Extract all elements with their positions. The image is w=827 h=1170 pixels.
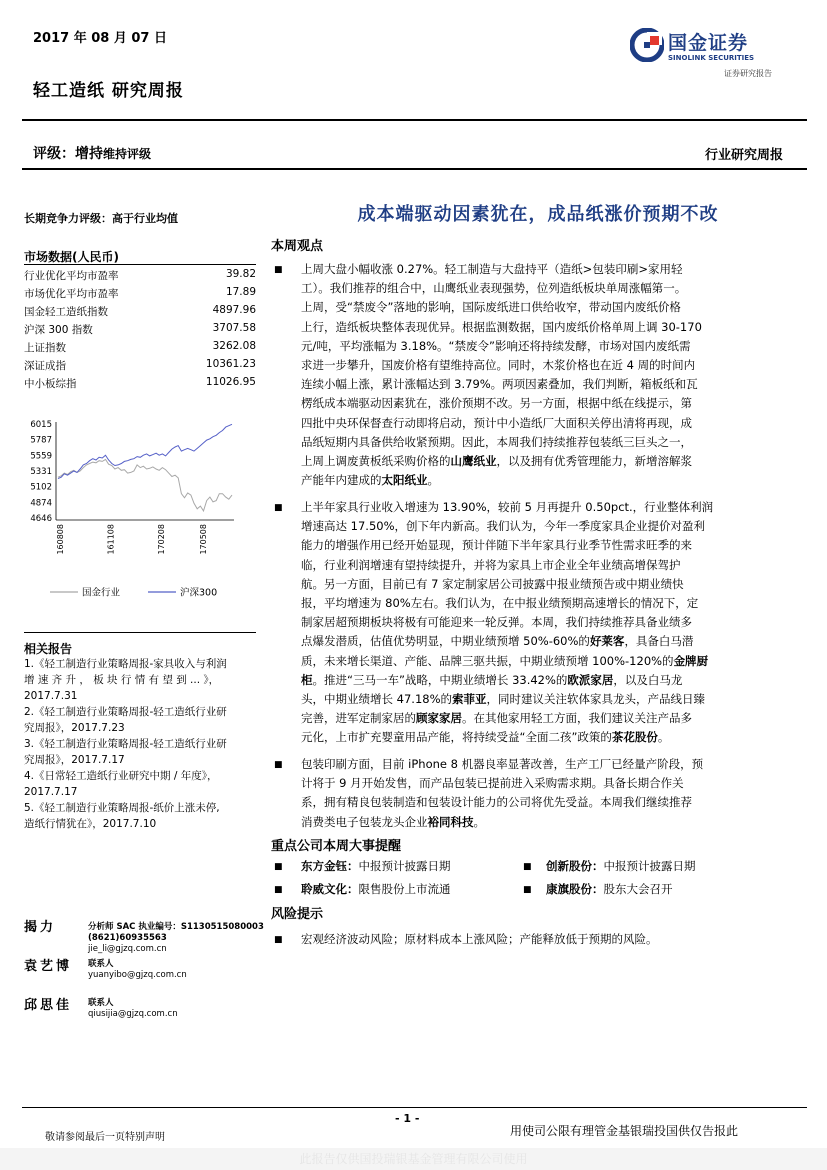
market-data-title: 市场数据(人民币) <box>24 250 119 264</box>
section-title-events: 重点公司本周大事提醒 <box>271 839 402 854</box>
para-line <box>301 813 807 832</box>
event-company: 创新股份： <box>546 859 604 873</box>
bullet-icon: ■ <box>523 862 532 872</box>
related-report-line: 增 速 齐 升 ， 板 块 行 情 有 望 到 ... 》， <box>24 674 220 686</box>
related-report-line: 2.《轻工制造行业策略周报-轻工造纸行业研 <box>24 706 227 718</box>
related-report-line: 4.《日常轻工造纸行业研究中期 / 年度》， <box>24 770 218 782</box>
market-row <box>24 322 256 337</box>
event-desc: 限售股份上市流通 <box>358 882 451 896</box>
para-line <box>301 452 807 471</box>
y-tick-label: 5559 <box>30 451 52 462</box>
paragraph-furniture <box>301 498 807 748</box>
para-line <box>301 652 807 671</box>
company-highlight: 山鹰纸业 <box>450 454 497 469</box>
para-line <box>301 632 807 651</box>
text-run: 产能年内建成的 <box>301 473 382 488</box>
rating <box>33 143 151 163</box>
text-run: 完善，进军定制家居的 <box>301 711 416 726</box>
sinolink-logo <box>630 26 800 86</box>
para-line: 增速高达 17.50%，创下年内新高。我们认为，今年一季度家具企业提价对盈利 <box>301 519 706 534</box>
long-term-rating: 长期竞争力评级：高于行业均值 <box>24 212 178 225</box>
bullet-icon: ■ <box>274 935 283 945</box>
text-run: 点爆发潜质，估值优势明显，中期业绩预增 50%-60%的 <box>301 634 590 649</box>
event-company: 聆威文化： <box>301 882 359 896</box>
para-line: 报，平均增速为 80%左右。我们认为，在中报业绩预期高速增长的情况下，定 <box>301 596 699 611</box>
text-run: ，以及白马龙 <box>613 672 683 687</box>
series-line <box>58 424 232 478</box>
para-line: 制家居超预期板块将极有可能迎来一轮反弹。本周，我们持续推荐具备业绩多 <box>301 615 692 630</box>
bullet-icon: ■ <box>274 503 283 513</box>
section-title-views: 本周观点 <box>271 239 324 254</box>
para-line <box>301 709 807 728</box>
x-tick-label: 170508 <box>198 524 208 555</box>
y-tick-label: 4874 <box>30 498 52 509</box>
footer-rule <box>22 1107 807 1108</box>
related-report-line: 造纸行情犹在》，2017.7.10 <box>24 818 157 830</box>
report-date: 2017 年 08 月 07 日 <box>33 31 167 46</box>
para-line: 临，行业利润增速有望持续提升，并将为家具上市企业全年业绩高增保驾护 <box>301 557 681 572</box>
company-highlight: 裕同科技 <box>427 814 474 829</box>
text-run: 。 <box>473 814 485 829</box>
y-tick-label: 5102 <box>30 482 52 493</box>
author-sac: 分析师 SAC 执业编号：S1130515080003 <box>88 922 264 932</box>
related-report-line: 2017.7.31 <box>24 690 78 702</box>
report-series-title: 轻工造纸 研究周报 <box>33 81 184 101</box>
bullet-icon: ■ <box>523 885 532 895</box>
x-tick-label: 170208 <box>156 524 166 555</box>
para-line: 上周大盘小幅收涨 0.27%。轻工制造与大盘持平（造纸>包装印刷>家用轻 <box>301 262 683 276</box>
related-report-line: 2017.7.17 <box>24 786 78 798</box>
event-company: 东方金钰： <box>301 859 359 873</box>
sinolink-emblem-icon <box>630 28 664 62</box>
market-label: 沪深 300 指数 <box>24 324 93 336</box>
market-value: 10361.23 <box>205 358 256 370</box>
text-run: 元化，上市扩充婴童用品产能，将持续受益“全面二孩”政策的 <box>301 730 612 745</box>
watermark: 此报告仅供国投瑞银基金管理有限公司使用 <box>0 1148 827 1170</box>
text-run: 。 <box>657 730 670 745</box>
related-report-line: 5.《轻工制造行业策略周报-纸价上涨未停, <box>24 802 220 814</box>
paragraph-packaging <box>301 755 807 832</box>
bullet-icon: ■ <box>274 760 283 770</box>
bullet-icon: ■ <box>274 265 283 275</box>
author-role: 联系人 <box>88 998 114 1008</box>
para-line: 上周，受“禁废令”落地的影响，国际废纸进口供给收窄，带动国内废纸价格 <box>301 300 681 315</box>
rating-note: 维持评级 <box>103 147 152 161</box>
para-line: 连续小幅上涨，累计涨幅达到 3.79%。两项因素叠加，我们判断，箱板纸和瓦 <box>301 377 698 392</box>
market-label: 行业优化平均市盈率 <box>24 270 119 282</box>
author-phone: (8621)60935563 <box>88 933 167 943</box>
y-tick-label: 5787 <box>30 435 52 446</box>
author-email: yuanyibo@gjzq.com.cn <box>88 970 187 980</box>
y-tick-label: 4646 <box>30 514 52 524</box>
company-highlight: 柜 <box>301 672 313 687</box>
market-row <box>24 304 256 319</box>
text-run: 。 <box>427 473 439 488</box>
para-line: 上行，造纸板块整体表现优异。根据监测数据，国内废纸价格单周上调 30-170 <box>301 319 702 334</box>
x-tick-label: 161108 <box>106 524 116 555</box>
author-role: 联系人 <box>88 959 114 969</box>
logo-subtitle: 证券研究报告 <box>724 69 772 78</box>
market-value: 11026.95 <box>205 376 256 388</box>
headline: 成本端驱动因素犹在，成品纸涨价预期不改 <box>357 204 719 225</box>
market-row <box>24 268 256 283</box>
event-company: 康旗股份： <box>546 882 604 896</box>
para-line <box>301 471 807 490</box>
text-run: ，同时建议关注软体家具龙头，产品线日臻 <box>486 692 706 707</box>
related-rule <box>24 632 256 633</box>
text-run: 。推进“三马一车”战略，中期业绩增长 33.42%的 <box>312 672 568 687</box>
paragraph-paper <box>301 260 807 490</box>
legend-label: 国金行业 <box>82 587 121 599</box>
author-info <box>88 998 178 1020</box>
para-line: 系，拥有精良包装制造和包装设计能力的公司将优先受益。本周我们继续推荐 <box>301 795 692 810</box>
y-tick-label: 5331 <box>30 466 52 477</box>
author-email: qiusijia@gjzq.com.cn <box>88 1009 178 1019</box>
market-row <box>24 340 256 355</box>
para-line: 上半年家具行业收入增速为 13.90%，较前 5 月再提升 0.50pct.，行业整体利润 <box>301 500 714 514</box>
para-line: 求进一步攀升，国废价格有望维持高位。同时，木浆价格也在近 4 周的时间内 <box>301 358 696 373</box>
market-row <box>24 376 256 391</box>
company-highlight: 索菲亚 <box>452 692 487 707</box>
rating-value: 增持 <box>75 146 103 162</box>
rating-prefix: 评级： <box>33 146 75 162</box>
event-desc: 中报预计披露日期 <box>603 859 696 873</box>
event-item <box>546 881 673 897</box>
related-report-line: 1.《轻工制造行业策略周报-家具收入与利润 <box>24 658 227 670</box>
para-line: 能力的增强作用已经开始显现，预计伴随下半年家具行业季节性需求旺季的来 <box>301 538 692 553</box>
para-line: 元/吨，平均涨幅为 3.18%。“禁废令”影响还将持续发酵，市场对国内废纸需 <box>301 338 691 353</box>
x-tick-label: 160808 <box>56 524 65 555</box>
header-divider-bottom <box>22 168 807 170</box>
market-row <box>24 358 256 373</box>
text-run: 。在其他家用轻工方面，我们建议关注产品多 <box>462 711 692 726</box>
text-run: ，以及拥有优秀管理能力，新增溶解浆 <box>496 454 692 469</box>
para-line <box>301 671 807 690</box>
text-run: 头，中期业绩增长 47.18%的 <box>301 692 453 707</box>
market-label: 市场优化平均市盈率 <box>24 288 119 300</box>
disclaimer-note: 敬请参阅最后一页特别声明 <box>45 1132 165 1143</box>
event-item <box>301 858 451 874</box>
page-number: - 1 - <box>395 1112 420 1125</box>
bullet-icon: ■ <box>274 885 283 895</box>
market-row <box>24 286 256 301</box>
index-trend-chart <box>22 410 252 610</box>
para-line: 品纸短期内具备供给收紧预期。因此，本周我们持续推荐包装纸三巨头之一， <box>301 434 692 449</box>
company-highlight: 茶花股份 <box>611 730 658 745</box>
author-name: 邱思佳 <box>24 998 73 1013</box>
series-line <box>58 459 232 511</box>
market-value: 39.82 <box>225 268 256 280</box>
text-run: 上周上调废黄板纸采购价格的 <box>301 454 451 469</box>
para-line <box>301 690 807 709</box>
company-highlight: 欧派家居 <box>567 672 614 687</box>
para-line: 包装印刷方面，目前 iPhone 8 机器良率显著改善，生产工厂已经量产阶段，预 <box>301 757 704 771</box>
para-line: 楞纸成本端驱动因素犹在，涨价预期不改。另一方面，根据中纸在线提示，第 <box>301 396 692 411</box>
logo-name-cn: 国金证券 <box>668 32 749 54</box>
risk-text: 宏观经济波动风险；原材料成本上涨风险；产能释放低于预期的风险。 <box>301 932 658 946</box>
y-tick-label: 6015 <box>30 420 52 430</box>
author-name: 揭力 <box>24 920 57 935</box>
event-item <box>301 881 451 897</box>
para-line: 航。另一方面，目前已有 7 家定制家居公司披露中报业绩预告或中期业绩快 <box>301 576 684 591</box>
company-highlight: 好莱客 <box>589 634 625 649</box>
market-value: 17.89 <box>225 286 256 298</box>
market-value: 4897.96 <box>212 304 256 316</box>
event-desc: 中报预计披露日期 <box>358 859 451 873</box>
section-title-risk: 风险提示 <box>271 907 324 922</box>
text-run: 消费类电子包装龙头企业 <box>301 814 428 829</box>
company-highlight: 金牌厨 <box>673 653 709 668</box>
company-highlight: 顾家家居 <box>416 711 462 726</box>
event-desc: 股东大会召开 <box>603 882 673 896</box>
report-type: 行业研究周报 <box>704 148 783 163</box>
author-info <box>88 959 187 981</box>
para-line <box>301 728 807 747</box>
market-value: 3707.58 <box>212 322 256 334</box>
para-line: 计将于 9 月开始发售，而产品包装已提前进入采购需求期。具备长期合作关 <box>301 776 684 791</box>
text-run: 质，未来增长渠道、产能、品牌三驱共振，中期业绩预增 100%-120%的 <box>301 653 674 668</box>
related-report-line: 究周报》，2017.7.23 <box>24 722 125 734</box>
market-value: 3262.08 <box>212 340 256 352</box>
para-line: 工）。我们推荐的组合中，山鹰纸业表现强势，位列造纸板块单周涨幅第一。 <box>301 281 687 296</box>
market-label: 深证成指 <box>24 360 66 372</box>
header-divider-top <box>22 119 807 121</box>
event-item <box>546 858 696 874</box>
author-name: 袁艺博 <box>24 959 73 974</box>
text-run: ，具备白马潜 <box>624 634 694 649</box>
legend-label: 沪深300 <box>180 587 218 599</box>
market-data-rule <box>24 264 256 265</box>
para-line: 四批中央环保督查行动即将启动，预计中小造纸厂大面积关停出清将再现，成 <box>301 415 692 430</box>
related-reports-title: 相关报告 <box>24 642 73 656</box>
company-highlight: 太阳纸业 <box>381 473 428 488</box>
related-report-line: 究周报》，2017.7.17 <box>24 754 125 766</box>
market-label: 中小板综指 <box>24 378 77 390</box>
author-info <box>88 922 264 955</box>
license-note: 用使司公限有理管金基银瑞投国供仅告报此 <box>510 1124 739 1138</box>
market-label: 上证指数 <box>24 342 66 354</box>
related-report-line: 3.《轻工制造行业策略周报-轻工造纸行业研 <box>24 738 227 750</box>
market-label: 国金轻工造纸指数 <box>24 306 108 318</box>
bullet-icon: ■ <box>274 862 283 872</box>
author-email: jie_li@gjzq.com.cn <box>88 944 167 954</box>
logo-name-en: SINOLINK SECURITIES <box>668 54 755 62</box>
